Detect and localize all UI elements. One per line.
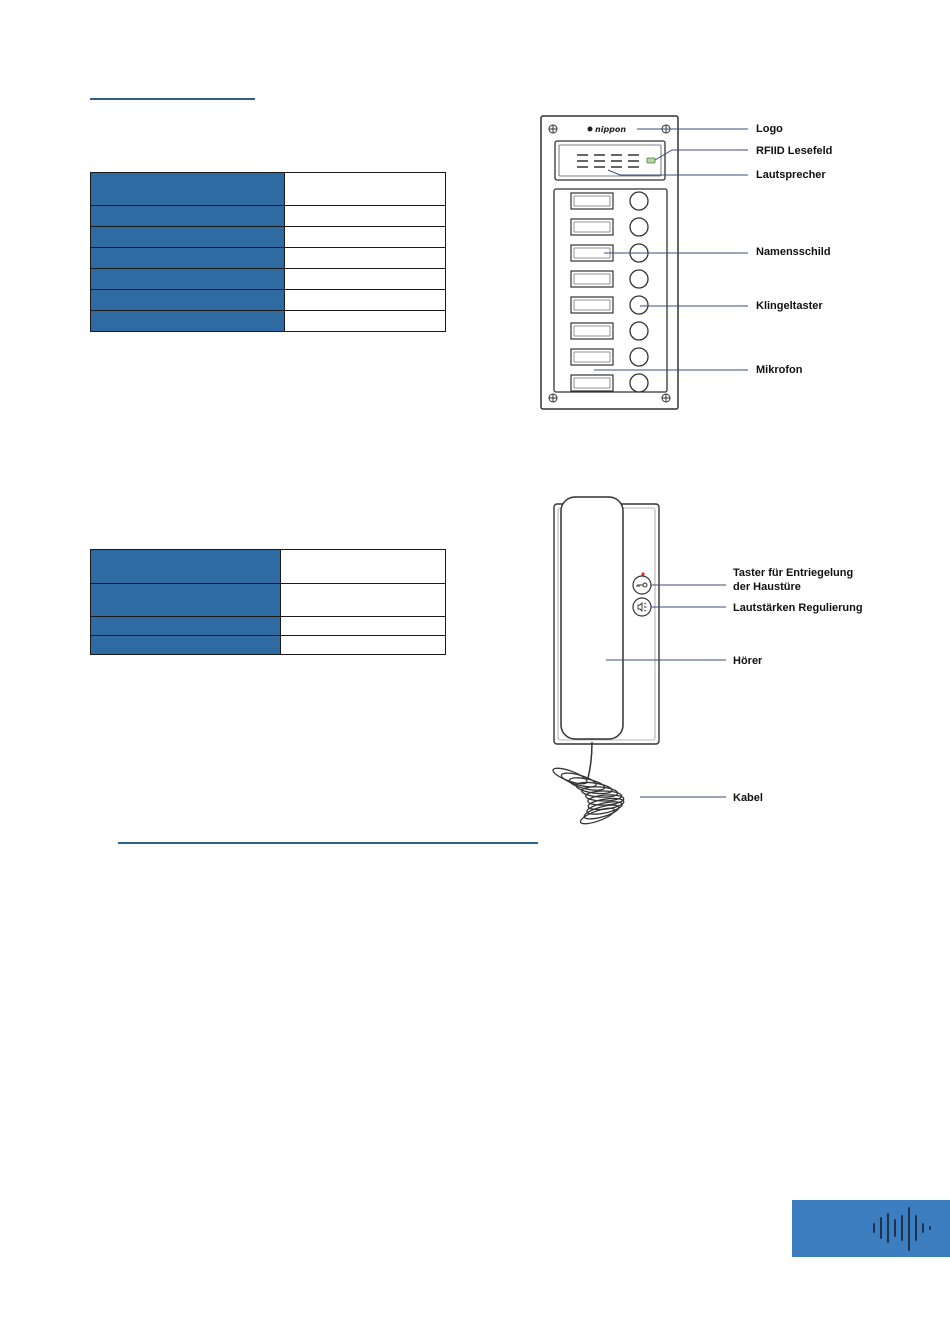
label-volume: Lautstärken Regulierung: [733, 602, 863, 614]
label-handset: Hörer: [733, 655, 763, 667]
panel-logo: nippon: [595, 125, 627, 134]
waveform-icon: [792, 1200, 950, 1257]
label-speaker: Lautsprecher: [756, 169, 826, 181]
label-logo: Logo: [756, 123, 783, 135]
label-mic: Mikrofon: [756, 364, 803, 376]
label-unlock-line2: der Haustüre: [733, 581, 801, 593]
label-bell: Klingeltaster: [756, 300, 823, 312]
label-rfid: RFIID Lesefeld: [756, 145, 833, 157]
label-unlock-line1: Taster für Entriegelung: [733, 567, 854, 579]
status-led-icon: [641, 572, 644, 575]
cable-connector: [588, 742, 592, 778]
cable-coil-loop: [586, 799, 623, 816]
coiled-cable: [551, 765, 624, 827]
handset: [561, 497, 623, 739]
label-cable: Kabel: [733, 792, 763, 804]
footer-brand-box: [792, 1200, 950, 1257]
label-nameplate: Namensschild: [756, 246, 831, 258]
